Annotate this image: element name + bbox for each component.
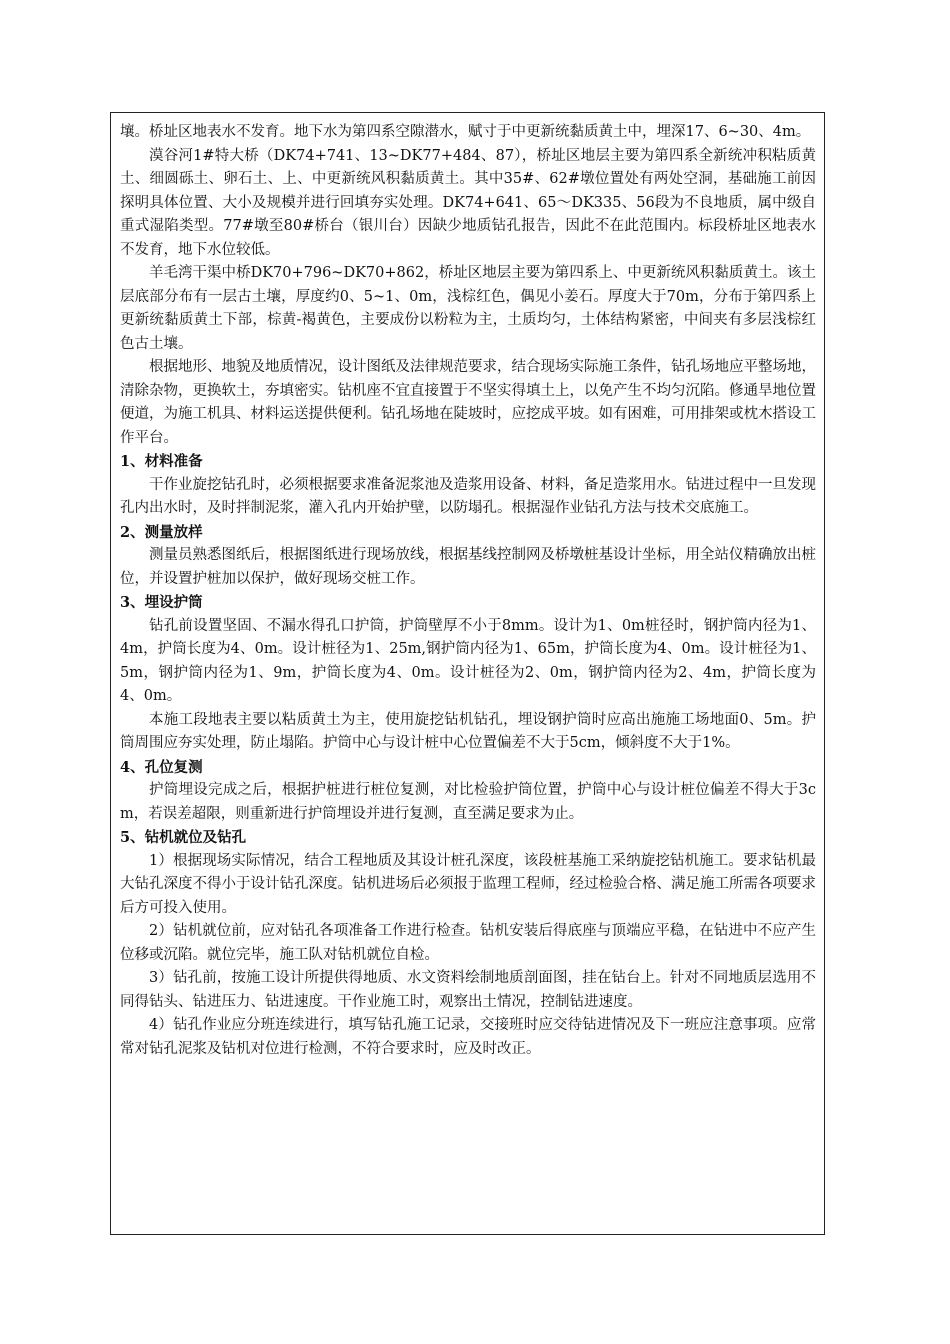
body-paragraph: 羊毛湾干渠中桥DK70+796~DK70+862，桥址区地层主要为第四系上、中更新统风积黏质黄土。该土层底部分布有一层古土壤，厚度约0、5~1、0m，浅棕红色，偶见小姜石。厚度大于70m，分布于第四系上更新统黏质黄土下部，棕黄-褐黄色，主要成份以粉粒为主，土质均匀，土体结构紧密，中间夹有多层浅棕红色古土壤。 bbox=[120, 265, 816, 352]
section-heading: 5、钻机就位及钻孔 bbox=[120, 829, 247, 846]
body-paragraph: 漠谷河1#特大桥（DK74+741、13~DK77+484、87），桥址区地层主要为第四系全新统冲积粘质黄土、细圆砾土、卵石土、上、中更新统风积黏质黄土。其中35#、62#墩位置处有两处空洞，基础施工前因探明具体位置、大小及规模并进行回填夯实处理。DK74+641、65～DK335、56段为不良地质，属中级自重式湿陷类型。77#墩至80#桥台（银川台）因缺少地质钻孔报告，因此不在此范围内。标段桥址区地表水不发育，地下水位较低。 bbox=[120, 147, 816, 258]
body-paragraph: 根据地形、地貌及地质情况，设计图纸及法律规范要求，结合现场实际施工条件，钻孔场地应平整场地，清除杂物，更换软土，夯填密实。钻机座不宜直接置于不坚实得填土上，以免产生不均匀沉陷。修通旱地位置便道，为施工机具、材料运送提供便利。钻孔场地在陡坡时，应挖成平坡。如有困难，可用排架或枕木搭设工作平台。 bbox=[120, 359, 816, 446]
section-heading: 4、孔位复测 bbox=[120, 758, 203, 776]
body-paragraph: 3）钻孔前，按施工设计所提供得地质、水文资料绘制地质剖面图，挂在钻台上。针对不同地质层选用不同得钻头、钻进压力、钻进速度。干作业施工时，观察出土情况，控制钻进速度。 bbox=[120, 970, 816, 1010]
section-heading: 1、材料准备 bbox=[120, 453, 203, 470]
body-paragraph: 4）钻孔作业应分班连续进行，填写钻孔施工记录，交接班时应交待钻进情况及下一班应注意事项。应常常对钻孔泥浆及钻机对位进行检测，不符合要求时，应及时改正。 bbox=[120, 1017, 816, 1057]
body-paragraph: 2）钻机就位前，应对钻孔各项准备工作进行检查。钻机安装后得底座与顶端应平稳，在钻进中不应产生位移或沉陷。就位完毕，施工队对钻机就位自检。 bbox=[120, 923, 816, 963]
section-heading: 2、测量放样 bbox=[120, 523, 203, 541]
body-paragraph: 干作业旋挖钻孔时，必须根据要求准备泥浆池及造浆用设备、材料，备足造浆用水。钻进过程中一旦发现孔内出水时，及时拌制泥浆，灌入孔内开始护壁，以防塌孔。根据湿作业钻孔方法与技术交底施工。 bbox=[120, 476, 816, 516]
section-heading: 3、埋设护筒 bbox=[120, 594, 203, 611]
body-paragraph: 1）根据现场实际情况，结合工程地质及其设计桩孔深度，该段桩基施工采纳旋挖钻机施工。要求钻机最大钻孔深度不得小于设计钻孔深度。钻机进场后必须报于监理工程师，经过检验合格、满足施工所需各项要求后方可投入使用。 bbox=[120, 852, 816, 916]
body-paragraph: 本施工段地表主要以粘质黄土为主，使用旋挖钻机钻孔，埋设钢护筒时应高出施施工场地面0、5m。护筒周围应夯实处理，防止塌陷。护筒中心与设计桩中心位置偏差不大于5cm，倾斜度不大于1%。 bbox=[120, 711, 816, 751]
body-paragraph: 壤。桥址区地表水不发育。地下水为第四系空隙潜水，赋寸于中更新统黏质黄土中，埋深17、6~30、4m。 bbox=[120, 124, 811, 140]
document-content bbox=[120, 121, 816, 1061]
body-paragraph: 测量员熟悉图纸后，根据图纸进行现场放线，根据基线控制网及桥墩桩基设计坐标，用全站仪精确放出桩位，并设置护桩加以保护，做好现场交桩工作。 bbox=[120, 547, 816, 587]
body-paragraph: 钻孔前设置坚固、不漏水得孔口护筒，护筒壁厚不小于8mm。设计为1、0m桩径时，钢护筒内径为1、4m，护筒长度为4、0m。设计桩径为1、25m,钢护筒内径为1、65m，护筒长度为4、0m。设计桩径为1、5m，钢护筒内径为1、9m，护筒长度为4、0m。设计桩径为2、0m，钢护筒内径为2、4m，护筒长度为4、0m。 bbox=[120, 617, 816, 704]
body-paragraph: 护筒埋设完成之后，根据护桩进行桩位复测，对比检验护筒位置，护筒中心与设计桩位偏差不得大于3cm，若误差超限，则重新进行护筒埋设并进行复测，直至满足要求为止。 bbox=[120, 782, 816, 822]
